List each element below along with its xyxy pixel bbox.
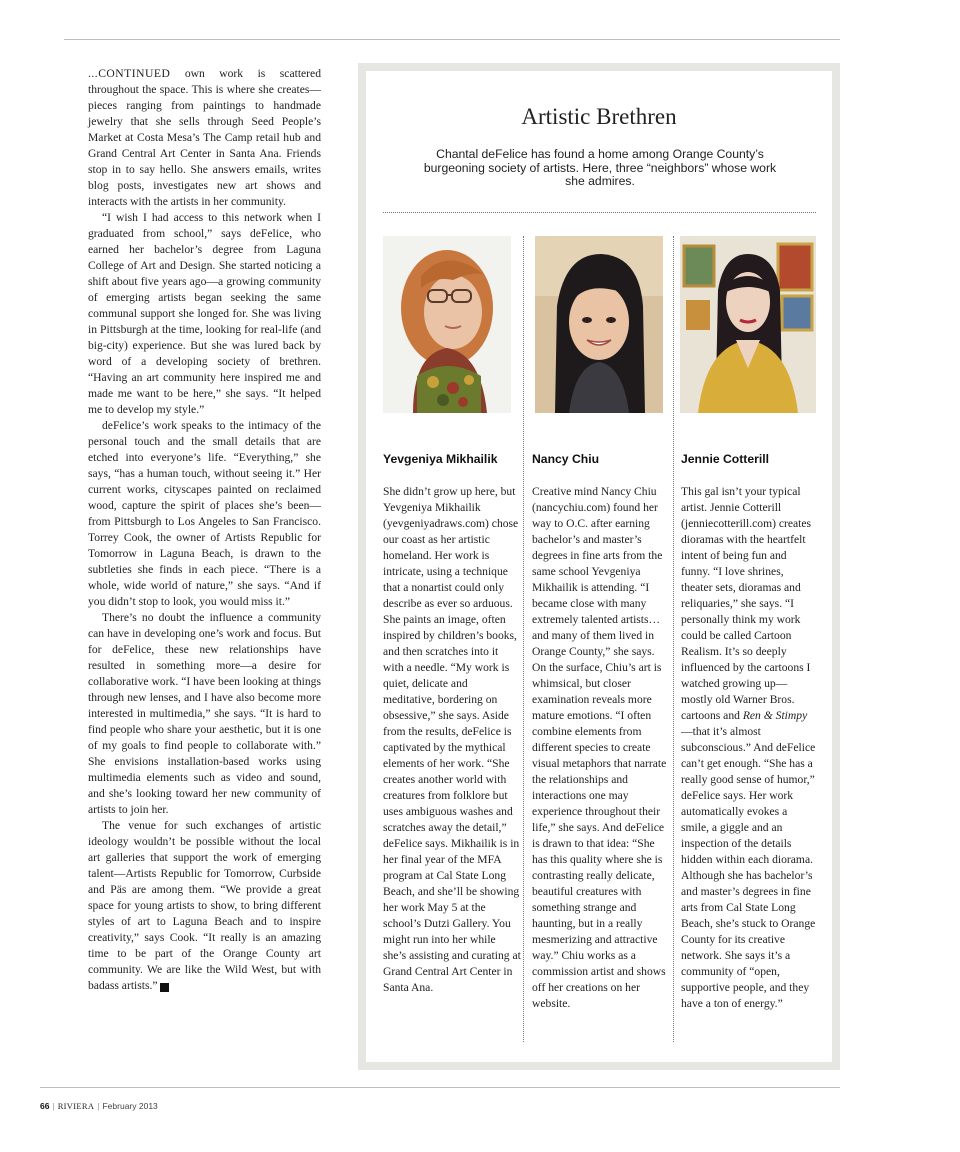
artist-bio: Creative mind Nancy Chiu (nancychiu.com) found her way to O.C. after earning bachelor’s and master’s degrees in fine arts from the same school Yevgeniya Mikhailik is attending. “I became close with many extremely talented artists… and many of them lived in Orange County,” she says. On the surface, Chiu’s art is whimsical, but closer examination reveals more mature emotions. “I often combine elements from different species to create visual metaphors that narrate the relationships and interactions one may experience throughout their life,” she says. And deFelice is drawn to that idea: “She has this quality where she is contrasting really delicate, beautiful creatures with something strange and haunting, but in a really mesmerizing and attractive way.” Chiu works as a commission artist and shows off her creations on her website. [532,485,667,1010]
page-footer [40,1101,158,1111]
column-divider [523,236,524,1042]
artist-bio: This gal isn’t your typical artist. Jennie Cotterill (jenniecotterill.com) creates dioramas with the heartfelt intent of being fun and funny. “I love shrines, theater sets, dioramas and reliquaries,” she says. “I personally think my work could be called Cartoon Realism. It’s so deeply influenced by the cartoons I watched growing up—mostly old Warner Bros. cartoons and Ren & Stimpy—that it’s almost subconscious.” And deFelice can’t get enough. “She has a really good sense of humor,” deFelice says. Her work automatically evokes a smile, a giggle and an inspection of the details hidden within each diorama. Although she has bachelor’s and master’s degrees in fine arts from Cal State Long Beach, she’s stuck to Orange County for its creative network. She says it’s a community of “open, supportive people, and they have a ton of energy.” [681,485,816,1010]
bottom-rule [40,1087,840,1088]
artist-name: Yevgeniya Mikhailik [383,452,498,466]
sidebar-dek: Chantal deFelice has found a home among Orange County’s burgeoning society of artists. Here, three “neighbors” whose work she admires. [423,147,777,188]
artist-bio: She didn’t grow up here, but Yevgeniya Mikhailik (yevgeniyadraws.com) chose our coast as her artistic homeland. Her work is intricate, using a technique that a nonartist could only describe as ever so arduous. She paints an image, often inspired by children’s books, and then scratches into it with a needle. “My work is quiet, delicate and meditative, bordering on obsessive,” she says. Aside from the results, deFelice is captivated by the mythical elements of her work. “She creates another world with creatures from folklore but uses ambiguous washes and scratches away the detail,” deFelice says. Mikhailik is in her final year of the MFA program at Cal State Long Beach, and she’ll be showing her work May 5 at the school’s Dutzi Gallery. You might run into her while she’s assisting and curating at Grand Central Art Center in Santa Ana. [383,485,521,994]
artist-photo-jennie [680,236,816,413]
artist-photo-yevgeniya [383,236,511,413]
article-paragraph: “I wish I had access to this network when I graduated from school,” says deFelice, who earned her bachelor’s degree from Laguna College of Art and Design. She started noticing a shift about five years ago—a growing community of emerging artists began seeking the same communal support she longed for. She was living in Pittsburgh at the time, looking for real-life (and big-city) experience. But she was lured back by word of a developing society of brethren. “Having an art community here inspired me and made me want to be here,” she says. “It helped me to develop my style.” [88,211,321,416]
sidebar-title: Artistic Brethren [521,104,677,129]
article-paragraph: There’s no doubt the influence a community can have in developing one’s work and focus. But for deFelice, these new relationships have resulted in something more—a desire for collaborative work. “I have been looking at things through new lenses, and I have also become more interested in multimedia,” she says. “It is hard to find people who share your aesthetic, but it is one of my goals to find people to collaborate with.” She envisions installation-based works using multimedia elements such as video and sound, and she’s looking toward her new community of artists to join her. [88,611,321,816]
page-number: 66 [40,1101,50,1111]
footer-separator: | [52,1101,55,1111]
end-mark-icon: R [160,983,169,992]
continued-label: ...CONTINUED [88,67,171,80]
main-article-column [88,66,321,994]
article-paragraph: deFelice’s work speaks to the intimacy of the personal touch and the small details that are etched into everyone’s life. “Everything,” she says, “has a human touch, without seeing it.” Her current works, cityscapes painted on reclaimed wood, capture the spirit of places she’s been—from Pittsburgh to Los Angeles to San Francisco. Torrey Cook, the owner of Artists Republic for Tomorrow in Laguna Beach, is drawn to the subtleties she finds in each piece. “There is a whole, wide world of nature,” she says. “And if you didn’t stop to look, you would miss it.” [88,419,321,608]
top-rule [64,39,840,40]
footer-separator: | [97,1101,100,1111]
artist-name: Nancy Chiu [532,452,600,466]
article-paragraph: ...CONTINUED own work is scattered throughout the space. This is where she creates—pieces ranging from paintings to handmade jewelry that she sells through Seed People’s Market at Costa Mesa’s The Camp retail hub and Grand Central Art Center in Santa Ana. Friends stop in to say hello. She answers emails, writes blog posts, investigates new art shows and interacts with the artists in her community. [88,67,321,208]
dek-divider [383,212,816,213]
artist-photo-nancy [535,236,663,413]
portrait-illustration [383,236,511,413]
portrait-illustration [535,236,663,413]
show-title-italic: Ren & Stimpy [742,709,808,722]
article-paragraph: The venue for such exchanges of artistic ideology wouldn’t be possible without the local art galleries that support the work of emerging talent—Artists Republic for Tomorrow, Curbside and Päs are among them. “We provide a great space for young artists to show, to bring different styles of art to Laguna Beach and to inspire creativity,” says Cook. “It really is an amazing time to be part of the Orange County art community. We are like the Wild West, but with badass artists.” R [88,819,321,992]
publication-name: RIVIERA [57,1101,95,1111]
portrait-illustration [680,236,816,413]
issue-date: February 2013 [102,1101,158,1111]
column-divider [673,236,674,1042]
artist-name: Jennie Cotterill [681,452,770,466]
